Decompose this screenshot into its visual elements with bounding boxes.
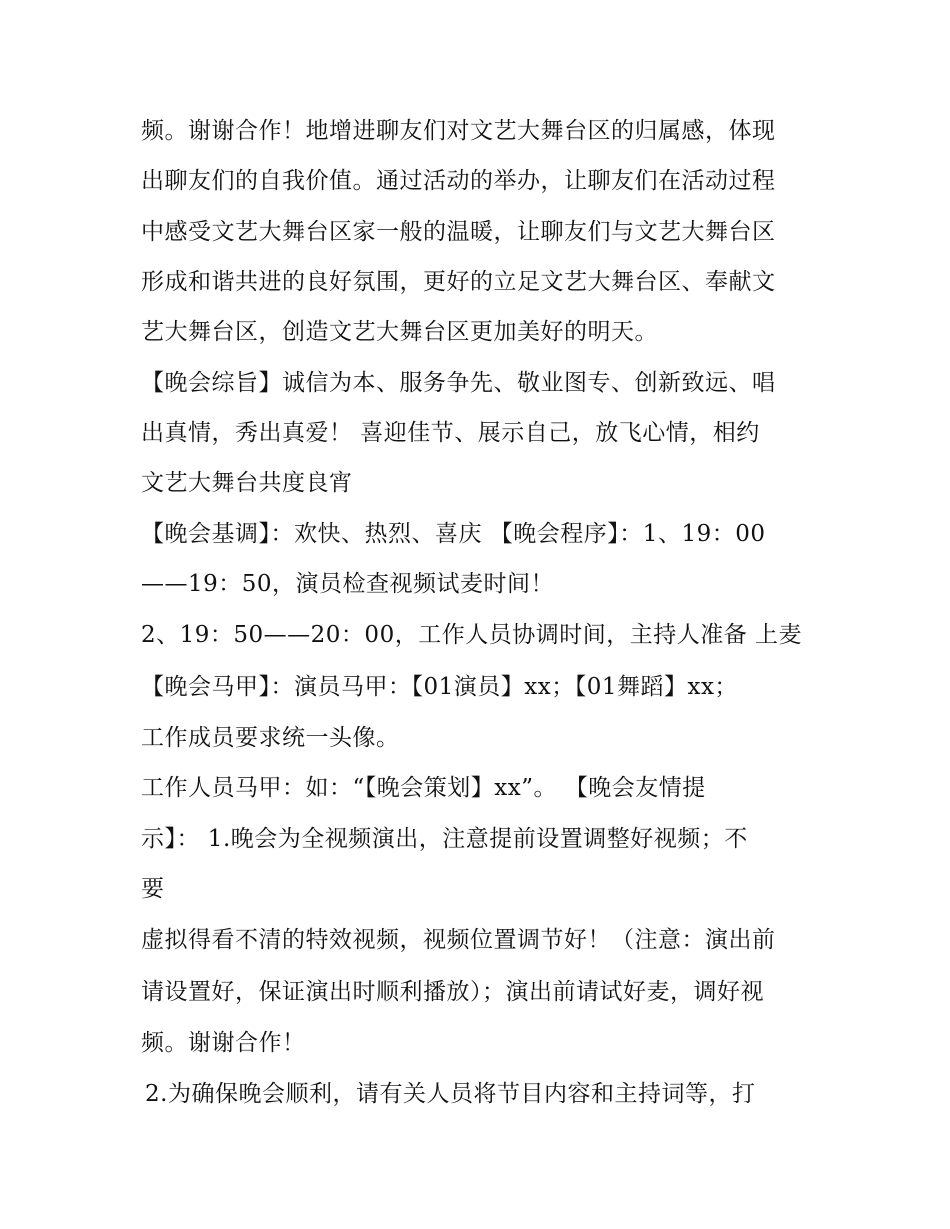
paragraph-line: 频。谢谢合作！ [141,1030,306,1056]
paragraph-line: 艺大舞台区，创造文艺大舞台区更加美好的明天。 [141,319,658,345]
paragraph-line: 2、19：50——20：00，工作人员协调时间，主持人准备 上麦 [141,622,803,648]
section-line-purpose: 【晚会综旨】诚信为本、服务争先、敬业图专、创新致远、唱 [141,370,776,396]
paragraph-line: 形成和谐共进的良好氛围，更好的立足文艺大舞台区、奉献文 [141,269,776,295]
paragraph-line: 中感受文艺大舞台区家一般的温暖，让聊友们与文艺大舞台区 [141,219,776,245]
paragraph-line: 请设置好，保证演出时顺利播放）；演出前请试好麦，调好视 [141,979,764,1005]
paragraph-line: 出真情，秀出真爱！ 喜迎佳节、展示自己，放飞心情，相约 [141,420,760,446]
paragraph-line: 出聊友们的自我价值。通过活动的举办，让聊友们在活动过程 [141,168,776,194]
paragraph-line: 文艺大舞台共度良宵 [141,470,353,496]
section-line-reminder: 示】： 1.晚会为全视频演出，注意提前设置调整好视频；不 [141,826,748,852]
paragraph-line: ——19：50，演员检查视频试麦时间！ [141,571,555,597]
paragraph-line: 2.为确保晚会顺利，请有关人员将节目内容和主持词等，打 [145,1081,756,1107]
paragraph-line: 工作人员马甲：如：“【晚会策划】xx”。 【晚会友情提 [141,775,706,801]
paragraph-line: 要 [141,876,165,902]
section-line-tone-program: 【晚会基调】：欢快、热烈、喜庆 【晚会程序】：1、19：00 [141,521,766,547]
section-line-vest: 【晚会马甲】：演员马甲：【01演员】xx；【01舞蹈】xx； [141,674,738,700]
paragraph-line: 频。谢谢合作！地增进聊友们对文艺大舞台区的归属感，体现 [141,118,776,144]
paragraph-line: 工作成员要求统一头像。 [141,725,400,751]
paragraph-line: 虚拟得看不清的特效视频，视频位置调节好！（注意：演出前 [141,927,776,953]
